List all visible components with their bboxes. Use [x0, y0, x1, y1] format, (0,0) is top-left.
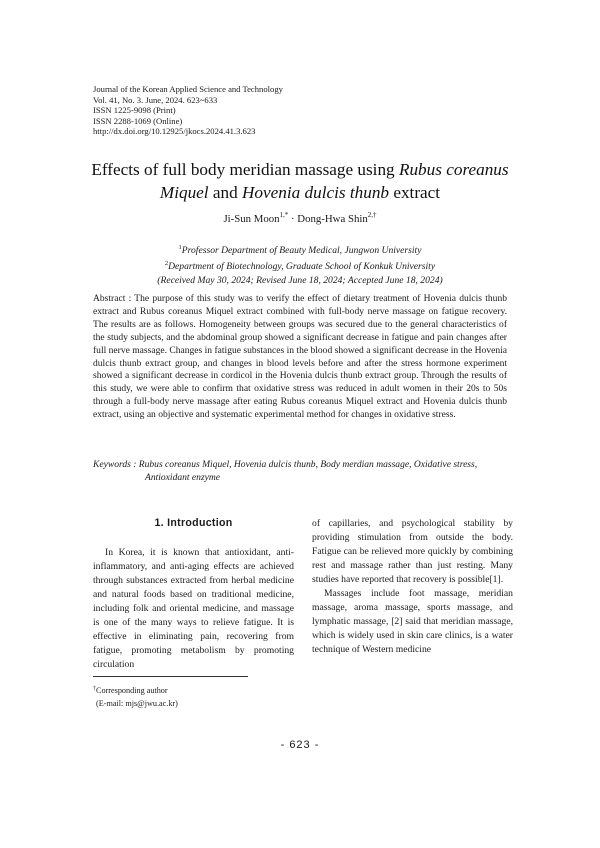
title-italic-2: Miquel: [159, 183, 209, 202]
received-dates: (Received May 30, 2024; Revised June 18, 2024; Accepted June 18, 2024): [157, 274, 443, 286]
author-email: (E-mail: mjs@jwu.ac.kr): [96, 698, 178, 708]
left-column: [93, 516, 294, 672]
paper-title: [60, 158, 540, 204]
section-heading-introduction: 1. Introduction: [154, 517, 233, 529]
author-2: Dong-Hwa Shin: [297, 213, 368, 225]
right-column: [312, 517, 513, 657]
author-line: [60, 211, 540, 225]
author-1-affil: 1,*: [279, 211, 289, 219]
abstract-label: Abstract :: [93, 293, 135, 304]
page-number: - 623 -: [280, 739, 320, 751]
keywords-line-1: Rubus coreanus Miquel, Hovenia dulcis thunb, Body merdian massage, Oxidative stress,: [138, 459, 478, 470]
affil-2-num: 2: [164, 260, 169, 268]
intro-paragraph-1: In Korea, it is known that antioxidant, anti-inflammatory, and anti-aging effects are achieved through substances extracted from herbal medicine and natural foods based on traditional medicine, including folk and oriental medicine, and massage is one of the many ways to relieve fatigue. It is effective in eliminating pain, recovering from fatigue, promoting metabolism by promoting circulation: [93, 547, 294, 671]
affiliations: [60, 241, 540, 287]
title-part-2: and: [208, 183, 242, 202]
intro-paragraph-2: of capillaries, and psychological stability by providing stimulation from outside the body. Fatigue can be relieved more quickly by combining rest and massage rather than just resting. Many studies have reported that recovery is possible[1].: [312, 518, 513, 586]
footnote-rule: [93, 676, 248, 677]
abstract-text: The purpose of this study was to verify the effect of dietary treatment of Hovenia dulcis thunb extract and Rubus coreanus Miquel extract combined with full-body nerve massage on fatigue recovery. The results are as follows. Homogeneity between groups was secured due to the general characteristics of the study subjects, and the abdominal group showed a significant decrease in fatigue and pain changes after full nerve massage. Changes in fatigue substances in the blood showed a significant decrease in the Hovenia dulcis thunb extract group, and changes in blood levels before and after the stress hormone experiment showed a significant decrease in cordicol in the Hovenia dulcis thunb extract group. Through the results of this study, we were able to confirm that oxidative stress was reduced in adult women in their 20s to 50s through a full-body nerve massage after eating Rubus coreanus Miquel extract and Hovenia dulcis thunb extract, using an objective and systematic experimental method for changes in oxidative stress.: [93, 293, 507, 421]
affil-1: Professor Department of Beauty Medical, Jungwon University: [181, 245, 422, 256]
issn-print: ISSN 1225-9098 (Print): [93, 105, 176, 116]
affil-1-num: 1: [178, 244, 182, 251]
journal-info: [93, 84, 283, 137]
author-separator: ·: [288, 213, 298, 225]
abstract: [93, 293, 507, 422]
journal-name: Journal of the Korean Applied Science and Technology: [93, 84, 283, 94]
keywords: [93, 459, 513, 484]
keywords-label: Keywords :: [93, 459, 139, 470]
keywords-line-2: Antioxidant enzyme: [145, 471, 221, 483]
dagger-mark: †: [93, 686, 96, 692]
journal-volume: Vol. 41, No. 3. June, 2024. 623~633: [93, 94, 218, 105]
title-italic-1: Rubus coreanus: [398, 160, 509, 179]
title-part-3: extract: [389, 183, 441, 202]
affil-2: Department of Biotechnology, Graduate School of Konkuk University: [168, 261, 436, 273]
author-1: Ji-Sun Moon: [223, 213, 280, 225]
title-part-1: Effects of full body meridian massage using: [91, 160, 399, 179]
doi-link[interactable]: http://dx.doi.org/10.12925/jkocs.2024.41.3.623: [93, 126, 256, 137]
author-2-affil: 2,†: [367, 211, 377, 219]
corresponding-author: Corresponding author: [96, 686, 168, 695]
issn-online: ISSN 2288-1069 (Online): [93, 115, 183, 126]
intro-paragraph-3: Massages include foot massage, meridian massage, aroma massage, sports massage, and lymphatic massage, [2] said that meridian massage, which is widely used in skin care clinics, is a water technique of Western medicine: [312, 588, 513, 656]
title-italic-3: Hovenia dulcis thunb: [242, 183, 390, 202]
footnote: [93, 683, 178, 711]
